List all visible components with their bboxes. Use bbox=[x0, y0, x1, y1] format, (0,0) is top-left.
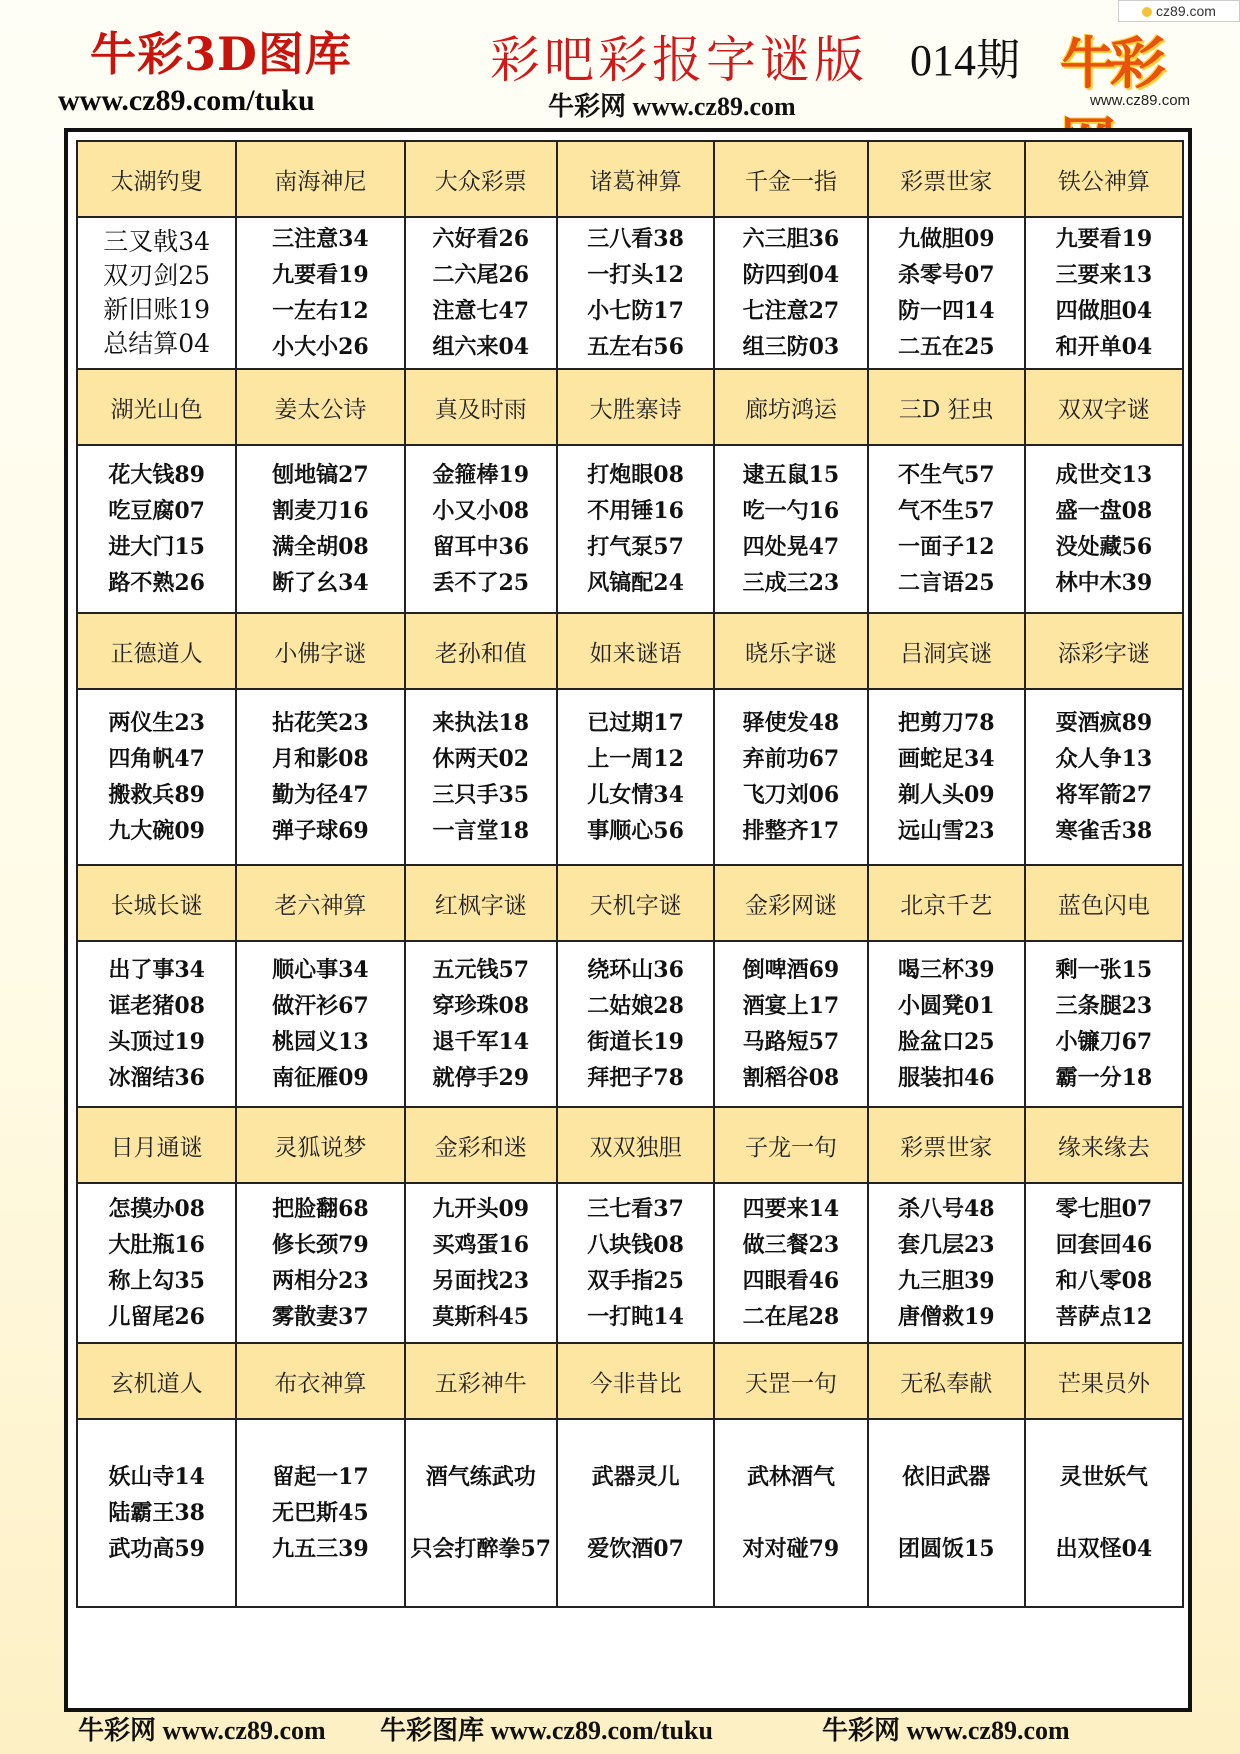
riddle-line: 妖山寺14 bbox=[108, 1464, 205, 1490]
riddle-cell bbox=[714, 217, 868, 369]
column-header: 芒果员外 bbox=[1025, 1343, 1183, 1419]
riddle-line: 四眼看46 bbox=[742, 1268, 840, 1294]
riddle-line: 依旧武器 bbox=[902, 1464, 991, 1490]
riddle-line: 绕环山36 bbox=[587, 957, 684, 983]
logo-text: 牛彩 bbox=[1060, 32, 1160, 97]
riddle-cell bbox=[236, 689, 404, 865]
riddle-line: 出双怪04 bbox=[1055, 1536, 1153, 1562]
column-header: 彩票世家 bbox=[868, 141, 1025, 217]
riddle-row bbox=[77, 1183, 1183, 1343]
riddle-line: 剩一张15 bbox=[1055, 957, 1153, 983]
riddle-line bbox=[715, 1495, 867, 1531]
riddle-line: 九要看19 bbox=[1055, 226, 1153, 252]
main-title: 彩吧彩报字谜版 bbox=[490, 31, 868, 89]
riddle-line: 二姑娘28 bbox=[587, 993, 684, 1019]
riddle-line: 众人争13 bbox=[1055, 746, 1153, 772]
riddle-line: 倒啤酒69 bbox=[742, 957, 840, 983]
riddle-line: 穿珍珠08 bbox=[432, 993, 530, 1019]
column-header: 五彩神牛 bbox=[405, 1343, 558, 1419]
riddle-line: 满全胡08 bbox=[272, 534, 369, 560]
riddle-line: 一面子12 bbox=[897, 534, 995, 560]
riddle-line: 进大门15 bbox=[108, 534, 205, 560]
riddle-line: 留耳中36 bbox=[432, 534, 530, 560]
riddle-line: 九大碗09 bbox=[108, 818, 205, 844]
riddle-cell bbox=[1025, 1183, 1183, 1343]
riddle-line: 一言堂18 bbox=[432, 818, 530, 844]
riddle-cell bbox=[714, 1183, 868, 1343]
riddle-line: 四处晃47 bbox=[742, 534, 840, 560]
riddle-line: 刨地镐27 bbox=[272, 462, 369, 488]
riddle-line: 留起一17 bbox=[272, 1464, 369, 1490]
column-header: 姜太公诗 bbox=[236, 369, 404, 445]
riddle-cell bbox=[77, 941, 236, 1107]
riddle-cell bbox=[236, 217, 404, 369]
column-header: 南海神尼 bbox=[236, 141, 404, 217]
riddle-line: 六好看26 bbox=[432, 226, 530, 252]
riddle-line: 武功高59 bbox=[108, 1536, 205, 1562]
riddle-row bbox=[77, 445, 1183, 613]
riddle-line: 成世交13 bbox=[1055, 462, 1153, 488]
riddle-line: 搬救兵89 bbox=[108, 782, 205, 808]
header-row bbox=[77, 1107, 1183, 1183]
footer-middle[interactable]: 牛彩图库 www.cz89.com/tuku bbox=[380, 1716, 713, 1745]
riddle-line: 驿使发48 bbox=[742, 710, 840, 736]
riddle-line: 桃园义13 bbox=[272, 1029, 369, 1055]
riddle-line: 排整齐17 bbox=[742, 818, 840, 844]
riddle-line: 武林酒气 bbox=[746, 1464, 835, 1490]
riddle-cell bbox=[557, 941, 714, 1107]
column-header: 添彩字谜 bbox=[1025, 613, 1183, 689]
riddle-line: 八块钱08 bbox=[587, 1232, 684, 1258]
riddle-cell bbox=[405, 941, 558, 1107]
riddle-cell bbox=[714, 1419, 868, 1607]
riddle-cell bbox=[77, 1183, 236, 1343]
column-header: 布衣神算 bbox=[236, 1343, 404, 1419]
column-header: 老孙和值 bbox=[405, 613, 558, 689]
site-title: 牛彩3D图库 bbox=[90, 27, 352, 81]
riddle-line: 称上勾35 bbox=[108, 1268, 205, 1294]
column-header: 日月通谜 bbox=[77, 1107, 236, 1183]
riddle-line: 风镐配24 bbox=[587, 570, 684, 596]
column-header: 诸葛神算 bbox=[557, 141, 714, 217]
riddle-line: 二五在25 bbox=[897, 334, 995, 360]
riddle-row bbox=[77, 941, 1183, 1107]
riddle-line: 小圆凳01 bbox=[897, 993, 995, 1019]
column-header: 千金一指 bbox=[714, 141, 868, 217]
column-header: 真及时雨 bbox=[405, 369, 558, 445]
riddle-line: 五元钱57 bbox=[432, 957, 530, 983]
riddle-cell bbox=[868, 445, 1025, 613]
column-header: 北京千艺 bbox=[868, 865, 1025, 941]
riddle-line: 三注意34 bbox=[272, 226, 369, 252]
riddle-line: 已过期17 bbox=[587, 710, 684, 736]
riddle-cell bbox=[1025, 941, 1183, 1107]
footer-right[interactable]: 牛彩网 www.cz89.com bbox=[822, 1716, 1070, 1745]
riddle-line bbox=[406, 1495, 557, 1531]
riddle-cell bbox=[236, 445, 404, 613]
riddle-line: 五左右56 bbox=[587, 334, 684, 360]
header-row bbox=[77, 613, 1183, 689]
riddle-line: 霸一分18 bbox=[1055, 1065, 1153, 1091]
column-header: 小佛字谜 bbox=[236, 613, 404, 689]
riddle-cell bbox=[868, 217, 1025, 369]
site-logo[interactable] bbox=[1060, 12, 1205, 112]
riddle-line: 酒宴上17 bbox=[742, 993, 840, 1019]
header-row bbox=[77, 865, 1183, 941]
riddle-line: 月和影08 bbox=[272, 746, 369, 772]
riddle-line: 二在尾28 bbox=[742, 1304, 840, 1330]
riddle-line: 怎摸办08 bbox=[108, 1196, 205, 1222]
riddle-line: 修长颈79 bbox=[272, 1232, 369, 1258]
riddle-line: 二言语25 bbox=[897, 570, 995, 596]
riddle-line: 两相分23 bbox=[272, 1268, 369, 1294]
riddle-line: 双刃剑25 bbox=[103, 261, 211, 290]
riddle-line: 另面找23 bbox=[432, 1268, 530, 1294]
riddle-line: 割麦刀16 bbox=[272, 498, 369, 524]
riddle-cell bbox=[405, 1419, 558, 1607]
riddle-line: 吃豆腐07 bbox=[108, 498, 205, 524]
riddle-line: 九五三39 bbox=[272, 1536, 369, 1562]
sub-url[interactable]: 牛彩网 www.cz89.com bbox=[548, 92, 796, 121]
riddle-line: 四要来14 bbox=[742, 1196, 840, 1222]
riddle-cell bbox=[557, 1183, 714, 1343]
riddle-line: 服装扣46 bbox=[897, 1065, 995, 1091]
column-header: 彩票世家 bbox=[868, 1107, 1025, 1183]
riddle-line: 组三防03 bbox=[742, 334, 840, 360]
riddle-line: 勤为径47 bbox=[272, 782, 369, 808]
riddle-line: 弹子球69 bbox=[272, 818, 369, 844]
column-header: 蓝色闪电 bbox=[1025, 865, 1183, 941]
riddle-line: 六三胆36 bbox=[742, 226, 840, 252]
riddle-line: 打炮眼08 bbox=[587, 462, 684, 488]
column-header: 无私奉献 bbox=[868, 1343, 1025, 1419]
riddle-line: 林中木39 bbox=[1055, 570, 1153, 596]
column-header: 双双字谜 bbox=[1025, 369, 1183, 445]
riddle-row bbox=[77, 217, 1183, 369]
riddle-cell bbox=[557, 689, 714, 865]
header-row bbox=[77, 369, 1183, 445]
riddle-line: 一左右12 bbox=[272, 298, 369, 324]
riddle-line: 远山雪23 bbox=[897, 818, 995, 844]
riddle-line: 总结算04 bbox=[103, 329, 211, 358]
riddle-line: 事顺心56 bbox=[587, 818, 684, 844]
riddle-row bbox=[77, 1419, 1183, 1607]
riddle-line: 三七看37 bbox=[587, 1196, 684, 1222]
riddle-line: 将军箭27 bbox=[1055, 782, 1153, 808]
riddle-line: 做汗衫67 bbox=[272, 993, 369, 1019]
riddle-line bbox=[558, 1495, 713, 1531]
riddle-line: 拜把子78 bbox=[587, 1065, 684, 1091]
riddle-cell bbox=[714, 941, 868, 1107]
riddle-line: 和八零08 bbox=[1055, 1268, 1153, 1294]
riddle-line: 气不生57 bbox=[897, 498, 995, 524]
riddle-row bbox=[77, 689, 1183, 865]
riddle-line: 耍酒疯89 bbox=[1055, 710, 1153, 736]
riddle-line: 套几层23 bbox=[897, 1232, 995, 1258]
riddle-cell bbox=[405, 445, 558, 613]
riddle-cell bbox=[77, 1419, 236, 1607]
riddle-table-frame bbox=[64, 128, 1192, 1712]
corner-url-text: cz89.com bbox=[1156, 3, 1216, 19]
riddle-line: 不用锤16 bbox=[587, 498, 684, 524]
column-header: 缘来缘去 bbox=[1025, 1107, 1183, 1183]
riddle-line: 金箍棒19 bbox=[432, 462, 530, 488]
riddle-cell bbox=[557, 217, 714, 369]
riddle-cell bbox=[714, 445, 868, 613]
riddle-line: 小镰刀67 bbox=[1055, 1029, 1153, 1055]
riddle-line: 双手指25 bbox=[587, 1268, 684, 1294]
site-url[interactable]: www.cz89.com/tuku bbox=[58, 84, 315, 117]
riddle-line: 打气泵57 bbox=[587, 534, 684, 560]
riddle-line: 冰溜结36 bbox=[108, 1065, 205, 1091]
riddle-line: 街道长19 bbox=[587, 1029, 684, 1055]
column-header: 长城长谜 bbox=[77, 865, 236, 941]
column-header: 吕洞宾谜 bbox=[868, 613, 1025, 689]
column-header: 老六神算 bbox=[236, 865, 404, 941]
riddle-line: 寒雀舌38 bbox=[1055, 818, 1153, 844]
riddle-line: 两仪生23 bbox=[108, 710, 205, 736]
riddle-line: 买鸡蛋16 bbox=[432, 1232, 530, 1258]
riddle-cell bbox=[236, 1419, 404, 1607]
riddle-line: 二六尾26 bbox=[432, 262, 530, 288]
riddle-line: 弃前功67 bbox=[742, 746, 840, 772]
column-header: 灵狐说梦 bbox=[236, 1107, 404, 1183]
riddle-line: 儿留尾26 bbox=[108, 1304, 205, 1330]
riddle-cell bbox=[1025, 689, 1183, 865]
riddle-line: 三要来13 bbox=[1055, 262, 1153, 288]
riddle-line: 做三餐23 bbox=[742, 1232, 840, 1258]
column-header: 正德道人 bbox=[77, 613, 236, 689]
riddle-line: 小七防17 bbox=[587, 298, 684, 324]
riddle-line: 无巴斯45 bbox=[272, 1500, 369, 1526]
column-header: 玄机道人 bbox=[77, 1343, 236, 1419]
riddle-line: 一打盹14 bbox=[587, 1304, 684, 1330]
riddle-line: 画蛇足34 bbox=[897, 746, 995, 772]
riddle-line: 四角帆47 bbox=[108, 746, 205, 772]
riddle-line: 逮五鼠15 bbox=[742, 462, 840, 488]
riddle-cell bbox=[77, 689, 236, 865]
riddle-line: 断了幺34 bbox=[272, 570, 369, 596]
riddle-line: 丢不了25 bbox=[432, 570, 530, 596]
riddle-line: 莫斯科45 bbox=[432, 1304, 530, 1330]
riddle-line: 九开头09 bbox=[432, 1196, 530, 1222]
riddle-line: 九做胆09 bbox=[897, 226, 995, 252]
column-header: 金彩网谜 bbox=[714, 865, 868, 941]
column-header: 大胜寨诗 bbox=[557, 369, 714, 445]
riddle-line: 三条腿23 bbox=[1055, 993, 1153, 1019]
riddle-line: 马路短57 bbox=[742, 1029, 840, 1055]
column-header: 湖光山色 bbox=[77, 369, 236, 445]
riddle-line: 菩萨点12 bbox=[1055, 1304, 1153, 1330]
riddle-line: 只会打醉拳57 bbox=[410, 1536, 552, 1562]
riddle-cell bbox=[868, 1183, 1025, 1343]
riddle-line: 杀零号07 bbox=[897, 262, 995, 288]
riddle-line: 小又小08 bbox=[432, 498, 530, 524]
riddle-line: 盛一盘08 bbox=[1055, 498, 1153, 524]
riddle-line: 儿女情34 bbox=[587, 782, 684, 808]
riddle-line: 顺心事34 bbox=[272, 957, 369, 983]
riddle-line: 九三胆39 bbox=[897, 1268, 995, 1294]
riddle-cell bbox=[1025, 445, 1183, 613]
riddle-line: 诓老猪08 bbox=[108, 993, 205, 1019]
riddle-line: 三成三23 bbox=[742, 570, 840, 596]
riddle-line: 喝三杯39 bbox=[897, 957, 995, 983]
riddle-line: 零七胆07 bbox=[1055, 1196, 1153, 1222]
column-header: 天罡一句 bbox=[714, 1343, 868, 1419]
riddle-cell bbox=[405, 1183, 558, 1343]
riddle-line: 酒气练武功 bbox=[425, 1464, 536, 1490]
riddle-cell bbox=[868, 1419, 1025, 1607]
column-header: 晓乐字谜 bbox=[714, 613, 868, 689]
riddle-line: 头顶过19 bbox=[108, 1029, 205, 1055]
riddle-line: 三八看38 bbox=[587, 226, 684, 252]
header-row bbox=[77, 141, 1183, 217]
footer-left[interactable]: 牛彩网 www.cz89.com bbox=[78, 1716, 326, 1745]
riddle-line: 把剪刀78 bbox=[897, 710, 995, 736]
column-header: 天机字谜 bbox=[557, 865, 714, 941]
riddle-cell bbox=[714, 689, 868, 865]
riddle-line: 路不熟26 bbox=[108, 570, 205, 596]
riddle-line: 出了事34 bbox=[108, 957, 205, 983]
riddle-line: 四做胆04 bbox=[1055, 298, 1153, 324]
column-header: 三D 狂虫 bbox=[868, 369, 1025, 445]
riddle-line bbox=[869, 1495, 1024, 1531]
riddle-line: 花大钱89 bbox=[108, 462, 205, 488]
column-header: 廊坊鸿运 bbox=[714, 369, 868, 445]
riddle-line: 防四到04 bbox=[742, 262, 840, 288]
column-header: 铁公神算 bbox=[1025, 141, 1183, 217]
riddle-cell bbox=[405, 689, 558, 865]
riddle-line: 没处藏56 bbox=[1055, 534, 1153, 560]
riddle-line: 休两天02 bbox=[432, 746, 530, 772]
riddle-line: 小大小26 bbox=[272, 334, 369, 360]
column-header: 大众彩票 bbox=[405, 141, 558, 217]
riddle-line: 三只手35 bbox=[432, 782, 530, 808]
riddle-line: 不生气57 bbox=[897, 462, 995, 488]
riddle-line: 和开单04 bbox=[1055, 334, 1153, 360]
riddle-line: 吃一勺16 bbox=[742, 498, 840, 524]
riddle-table bbox=[76, 140, 1184, 1608]
riddle-line: 唐僧救19 bbox=[897, 1304, 995, 1330]
column-header: 太湖钓叟 bbox=[77, 141, 236, 217]
riddle-cell bbox=[236, 941, 404, 1107]
riddle-line: 九要看19 bbox=[272, 262, 369, 288]
column-header: 如来谜语 bbox=[557, 613, 714, 689]
riddle-line: 来执法18 bbox=[432, 710, 530, 736]
riddle-line: 对对碰79 bbox=[742, 1536, 840, 1562]
column-header: 双双独胆 bbox=[557, 1107, 714, 1183]
riddle-line: 七注意27 bbox=[742, 298, 840, 324]
riddle-cell bbox=[868, 689, 1025, 865]
riddle-cell bbox=[1025, 217, 1183, 369]
riddle-line: 拈花笑23 bbox=[272, 710, 369, 736]
riddle-cell bbox=[868, 941, 1025, 1107]
riddle-line: 飞刀刘06 bbox=[742, 782, 840, 808]
riddle-line: 新旧账19 bbox=[103, 295, 211, 324]
riddle-cell bbox=[77, 445, 236, 613]
riddle-cell bbox=[405, 217, 558, 369]
riddle-line: 就停手29 bbox=[432, 1065, 530, 1091]
riddle-line: 灵世妖气 bbox=[1059, 1464, 1148, 1490]
riddle-line: 雾散妻37 bbox=[272, 1304, 369, 1330]
logo-url: www.cz89.com bbox=[1090, 92, 1191, 109]
riddle-line: 割稻谷08 bbox=[742, 1065, 840, 1091]
riddle-line: 防一四14 bbox=[897, 298, 995, 324]
riddle-line: 武器灵儿 bbox=[591, 1464, 680, 1490]
riddle-line: 大肚瓶16 bbox=[108, 1232, 205, 1258]
riddle-line: 上一周12 bbox=[587, 746, 684, 772]
riddle-line: 退千军14 bbox=[432, 1029, 530, 1055]
column-header: 今非昔比 bbox=[557, 1343, 714, 1419]
riddle-cell bbox=[1025, 1419, 1183, 1607]
riddle-line: 注意七47 bbox=[432, 298, 530, 324]
riddle-line: 组六来04 bbox=[432, 334, 530, 360]
riddle-line: 爱饮酒07 bbox=[587, 1536, 684, 1562]
issue-number: 014期 bbox=[910, 36, 1020, 85]
riddle-line: 三叉戟34 bbox=[103, 227, 211, 256]
column-header: 红枫字谜 bbox=[405, 865, 558, 941]
riddle-line: 南征雁09 bbox=[272, 1065, 369, 1091]
riddle-line: 脸盆口25 bbox=[897, 1029, 995, 1055]
riddle-line: 把脸翻68 bbox=[272, 1196, 369, 1222]
header-row bbox=[77, 1343, 1183, 1419]
riddle-line: 陆霸王38 bbox=[108, 1500, 205, 1526]
riddle-line: 一打头12 bbox=[587, 262, 684, 288]
riddle-line: 团圆饭15 bbox=[897, 1536, 995, 1562]
riddle-cell bbox=[236, 1183, 404, 1343]
riddle-cell bbox=[557, 445, 714, 613]
column-header: 金彩和迷 bbox=[405, 1107, 558, 1183]
riddle-line: 杀八号48 bbox=[897, 1196, 995, 1222]
riddle-cell bbox=[77, 217, 236, 369]
riddle-line bbox=[1026, 1495, 1182, 1531]
riddle-line: 剃人头09 bbox=[897, 782, 995, 808]
riddle-cell bbox=[557, 1419, 714, 1607]
riddle-line: 回套回46 bbox=[1055, 1232, 1153, 1258]
column-header: 子龙一句 bbox=[714, 1107, 868, 1183]
